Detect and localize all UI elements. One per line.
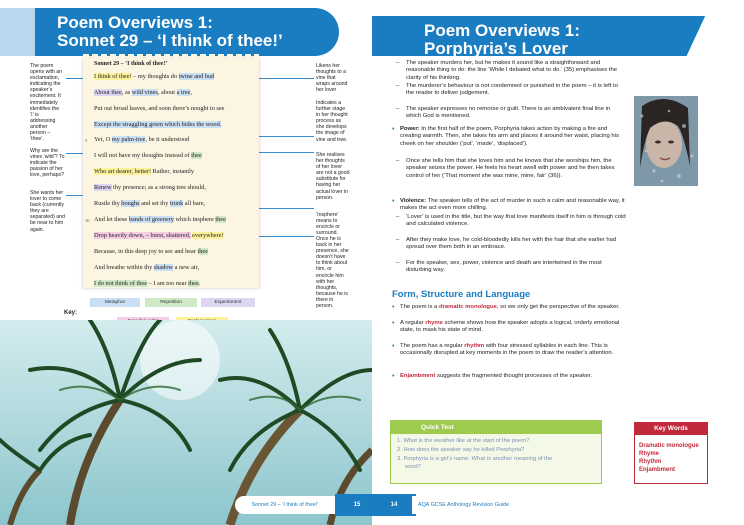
title-line-2: Porphyria’s Lover [424, 39, 568, 56]
keyword: Enjambment [400, 373, 436, 379]
intro-point-2: – The murderer’s behaviour is not condemned or punished in the poem – it is left to the reader to deliver judgement. [392, 83, 624, 98]
violence-label: Violence: [400, 198, 427, 204]
violence-text: The speaker tells of the act of murder in such a calm and reasonable way, it makes the act even more chilling. [400, 198, 625, 212]
keyword: dramatic monologue [438, 304, 497, 310]
footer-right-label: AQA GCSE Anthology Revision Guide [412, 496, 532, 514]
poem-line: About thee, as wild vines, about a tree, [94, 89, 192, 96]
key-word-item: Enjambment [639, 467, 676, 473]
power-bullet [392, 126, 628, 148]
footer-left-label: Sonnet 29 – ‘I think of thee!’ [235, 496, 335, 514]
title-line-2: Sonnet 29 – ‘I think of thee!’ [57, 31, 283, 50]
intro-point-1: – The speaker murders her, but he makes it sound like a straightforward and reasonable thing to do: the line ‘While I debated what to do.’ (35) emphasises the clarity of his thinking. [392, 60, 624, 82]
key-word-item: Dramatic monologue [639, 443, 699, 449]
note-right-4: ‘Insphere’ means to encircle or surround. [316, 212, 340, 237]
page-title [57, 14, 283, 50]
note-right-1: Likens her thoughts to a vine that wraps around her lover [316, 63, 348, 94]
key-repetition: Repetition [145, 298, 197, 307]
poem-line: Rustle thy boughs and set thy trunk all bare, [94, 200, 206, 207]
power-label: Power: [400, 126, 420, 132]
keyword: rhyme [425, 320, 443, 326]
text: The poem is a [400, 304, 439, 310]
violence-dash-1: – ‘Lover’ is used in the title, but the way that love manifests itself in him is through cold and calculated violence. [392, 214, 628, 229]
power-text: In the first half of the poem, Porphyria takes action by making a fire and creating warmth. Then, she takes his arm and places it around her waist, placing his cheek on her shoulder (‘put’, ‘made’, ‘displaced’). [400, 126, 619, 147]
key-metaphor: Metaphor [90, 298, 140, 307]
note-left-1: The poem opens with an exclamation, indicating the speaker’s excitement. It immediately identifies the ‘I’ is addressing another person – ‘thee’. [30, 63, 63, 143]
rain-window-portrait-photo [634, 96, 698, 186]
text: The poem has a regular [400, 343, 465, 349]
note-right-3: She realises her thoughts of her lover are not a good substitute for having her actual lover in person. [316, 152, 350, 201]
title-line-1: Poem Overviews 1: [57, 13, 213, 32]
poem-line: Because, in this deep joy to see and hear thee [94, 248, 209, 255]
violence-dash-2: – After they make love, he cold-bloodedly kills her with the hair that she earlier had spread over them both in an embrace. [392, 237, 628, 252]
poem-line: And let these bands of greenery which insphere thee [94, 216, 226, 223]
quick-test-question-3-cont: word? [397, 464, 421, 470]
quick-test-title: Quick Test [391, 421, 601, 434]
poem-line: Put out broad leaves, and soon there’s nought to see [94, 105, 225, 112]
poem-line: And breathe within thy shadow a new air, [94, 264, 200, 271]
note-left-3: She wants her lover to come back (currently they are separated) and be near to him again. [30, 190, 65, 233]
poem-line: I do not think of thee – I am too near thee. [94, 280, 201, 287]
poem-line: Who art dearer, better! Rather, instantly [94, 168, 195, 175]
poem-sheet [83, 58, 259, 288]
page-title [424, 22, 580, 56]
form-bullet-2 [392, 320, 632, 335]
violence-dash-3: – For the speaker, sex, power, violence and death are intertwined in the most disturbing way. [392, 260, 628, 275]
poem-title: Sonnet 29 – ‘I think of thee!’ [94, 61, 168, 67]
text: , so we only get the perspective of the speaker. [496, 304, 620, 310]
quick-test-question-3: 3. Porphyria is a girl’s name. What is another meaning of the [397, 456, 553, 462]
text: with four stressed syllables in each line. This is occasionally disrupted at key moments in the poem to draw the reader’s attention. [400, 343, 614, 357]
quick-test-question-1: 1. What is the weather like at the start of the poem? [397, 438, 530, 444]
key-word-item: Rhyme [639, 451, 660, 457]
poem-line: Renew thy presence; as a strong tree should, [94, 184, 206, 191]
palm-tree-illustration [0, 320, 372, 525]
poem-line: Drop heavily down, – burst, shattered, everywhere! [94, 232, 224, 239]
note-right-2: Indicates a further stage in her thought process as she develops the image of vine and tree. [316, 100, 348, 143]
line-number: 5 [85, 138, 88, 143]
text: suggests the fragmented thought processes of the speaker. [435, 373, 592, 379]
key-word-item: Rhythm [639, 459, 662, 465]
form-bullet-1 [392, 304, 632, 311]
line-number: 10 [85, 218, 90, 223]
title-line-1: Poem Overviews 1: [424, 21, 580, 40]
poem-line: I will not have my thoughts instead of thee [94, 152, 202, 159]
key-label: Key: [64, 310, 78, 316]
violence-bullet [392, 198, 628, 213]
note-right-5: Once he is back in her presence, she doesn’t have to think about him, or encircle him with her thoughts, because he is there in person. [316, 236, 349, 310]
intro-point-3: – The speaker expresses no remorse or guilt. There is an ambivalent final line in which God is mentioned. [392, 106, 624, 121]
page-number-left: 15 [335, 494, 372, 516]
text: scheme shows how the speaker adopts a logical, orderly emotional state, to mask his state of mind. [400, 320, 620, 334]
rain-portrait-illustration [634, 96, 698, 186]
page-number-right: 14 [372, 494, 416, 516]
power-dash: – Once she tells him that she loves him and he knows that she worships him, the speaker seizes the power. He feels his heart swell with power and he then takes control of her (‘That moment she was mine, mine, fair’ (36)). [392, 158, 628, 180]
quick-test-box [390, 420, 602, 484]
form-structure-heading: Form, Structure and Language [392, 289, 531, 300]
poem-line: Yet, O my palm-tree, be it understood [94, 136, 190, 143]
text: A regular [400, 320, 426, 326]
left-title-banner [35, 8, 339, 56]
palm-tree-photo [0, 320, 372, 525]
key-words-box [634, 422, 708, 484]
form-bullet-4 [392, 373, 632, 380]
key-enjambment: Enjambment [201, 298, 255, 307]
quick-test-question-2: 2. How does the speaker say he killed Porphyria? [397, 447, 525, 453]
poem-line: I think of thee! – my thoughts do twine and bud [94, 73, 215, 80]
connector-line [255, 208, 314, 209]
poem-line: Except the straggling green which hides the wood. [94, 121, 222, 128]
right-page [372, 0, 744, 525]
form-bullet-3 [392, 343, 632, 358]
note-left-2: Why are the vines ‘wild’? To indicate the passion of her love, perhaps? [30, 148, 65, 179]
right-title-banner [372, 8, 744, 56]
keyword: rhythm [464, 343, 485, 349]
key-words-title: Key Words [635, 423, 707, 435]
